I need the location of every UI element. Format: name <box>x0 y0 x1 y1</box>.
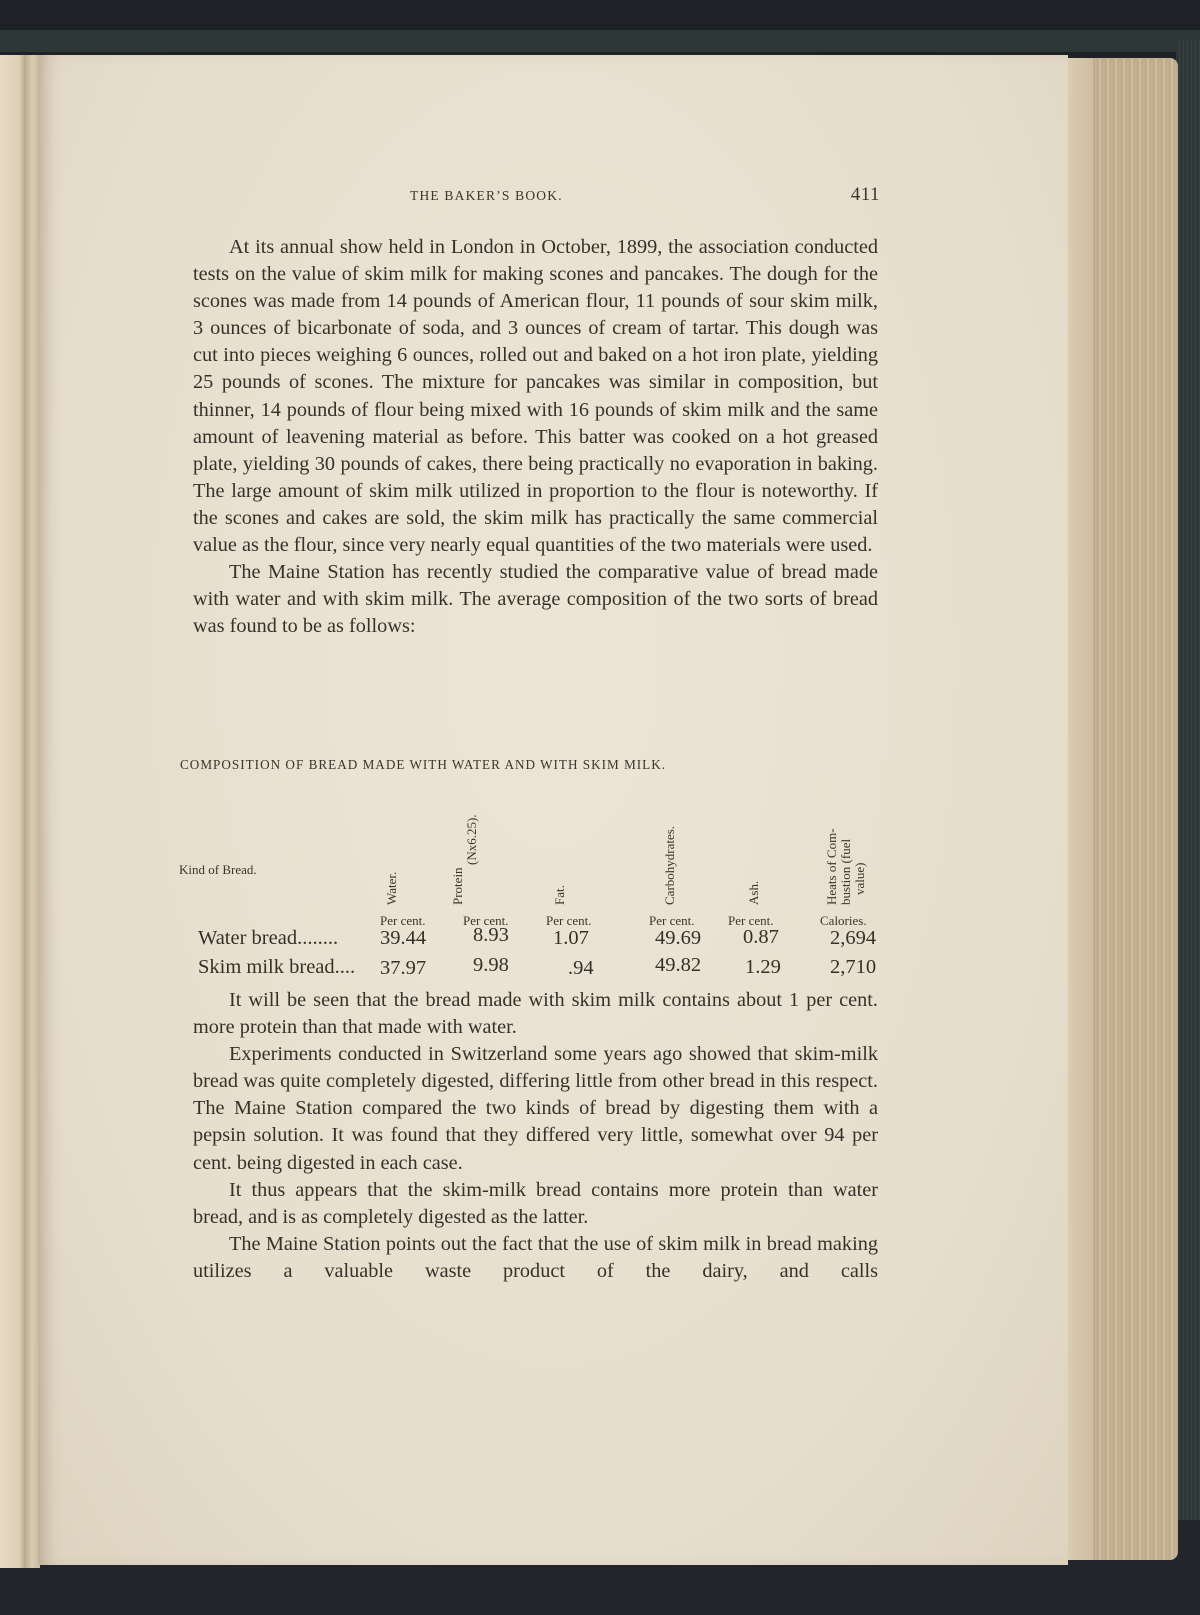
cell-water: 39.44 <box>380 927 427 949</box>
column-header-fat <box>553 885 566 905</box>
page-number: 411 <box>850 184 880 205</box>
paragraph: At its annual show held in London in October, 1899, the association conducted tests on the value of skim milk for making scones and pancakes. The dough for the scones was made from 14 pounds of American flour, 11 pounds of sour skim milk, 3 ounces of bicarbonate of soda, and 3 ounces of cream of tartar. This dough was cut into pieces weighing 6 ounces, rolled out and baked on a hot iron plate, yielding 25 pounds of scones. The mixture for pancakes was similar in composition, but thinner, 14 pounds of flour being mixed with 16 pounds of skim milk and the same amount of leavening material as before. This batter was cooked on a hot greased plate, yielding 30 pounds of cakes, there being practically no evaporation in baking. The large amount of skim milk utilized in proportion to the flour is noteworthy. If the scones and cakes are sold, the skim milk has practically the same commercial value as the flour, since very nearly equal quantities of the two materials were used. <box>193 236 878 557</box>
paragraph: Experiments conducted in Switzerland some years ago showed that skim-milk bread was quite completely digested, differing little from other bread in this respect. The Maine Station compared the two kinds of bread by digesting them with a pepsin solution. It was found that they differed very little, somewhat over 94 per cent. being digested in each case. <box>193 1043 878 1174</box>
column-header-carbohydrates <box>663 826 676 905</box>
row-label: Water bread........ <box>198 927 339 949</box>
paragraph: It will be seen that the bread made with skim milk contains about 1 per cent. more protein than that made with water. <box>193 989 878 1039</box>
row-label: Skim milk bread.... <box>198 956 356 978</box>
cell-water: 37.97 <box>380 957 427 979</box>
row-header-label: Kind of Bread. <box>179 862 257 877</box>
cell-carbohydrates: 49.69 <box>655 927 702 949</box>
column-header-text: Ash. <box>746 880 761 905</box>
column-header-text: Water. <box>384 871 399 905</box>
paragraph: It thus appears that the skim-milk bread contains more protein than water bread, and is as completely digested as the latter. <box>193 1178 878 1228</box>
column-header-heats <box>825 828 838 905</box>
table-caption: COMPOSITION OF BREAD MADE WITH WATER AND WITH SKIM MILK. <box>180 757 667 772</box>
running-head <box>160 186 900 210</box>
column-header-text: Heats of Com- <box>824 828 839 905</box>
unit-label: Per cent. <box>463 913 509 928</box>
running-head-title: THE BAKER’S BOOK. <box>410 188 563 203</box>
cell-calories: 2,694 <box>830 927 877 949</box>
cell-ash: 1.29 <box>745 956 781 978</box>
cell-calories: 2,710 <box>830 956 877 978</box>
column-header-text: Protein <box>450 867 465 905</box>
cell-fat: 1.07 <box>553 927 589 949</box>
cell-protein: 9.98 <box>473 954 509 976</box>
body-text-top <box>193 234 878 640</box>
unit-label: Per cent. <box>649 913 695 928</box>
book-cover-top-edge <box>0 30 1200 52</box>
unit-label: Per cent. <box>546 913 592 928</box>
column-header-protein <box>465 814 478 905</box>
column-header-text: Fat. <box>552 885 567 905</box>
column-header-heats-line3 <box>853 863 866 905</box>
cell-carbohydrates: 49.82 <box>655 954 702 976</box>
column-header-text: (Nx6.25). <box>464 814 479 865</box>
cell-fat: .94 <box>568 957 594 979</box>
paragraph: The Maine Station points out the fact that the use of skim milk in bread making utilizes a valuable waste product of the dairy, and calls <box>193 1232 878 1282</box>
column-header-text: bustion (fuel <box>838 838 853 905</box>
column-header-ash <box>747 881 760 905</box>
cell-ash: 0.87 <box>743 926 779 948</box>
paragraph: The Maine Station has recently studied the comparative value of bread made with water and with skim milk. The average composition of the two sorts of bread was found to be as follows: <box>193 561 878 638</box>
unit-label: Per cent. <box>728 913 774 928</box>
column-header-text: Carbohydrates. <box>662 825 677 905</box>
column-header-protein-main <box>451 867 464 905</box>
column-header-heats-line2 <box>839 839 852 905</box>
book-spine-edge <box>1176 40 1200 1520</box>
cell-protein: 8.93 <box>473 924 509 946</box>
facing-page-edge <box>0 55 24 1568</box>
unit-label: Calories. <box>820 913 867 928</box>
column-header-water <box>385 872 398 905</box>
body-text-bottom <box>193 987 878 1285</box>
unit-label: Per cent. <box>380 913 426 928</box>
column-header-text: value) <box>852 862 867 895</box>
